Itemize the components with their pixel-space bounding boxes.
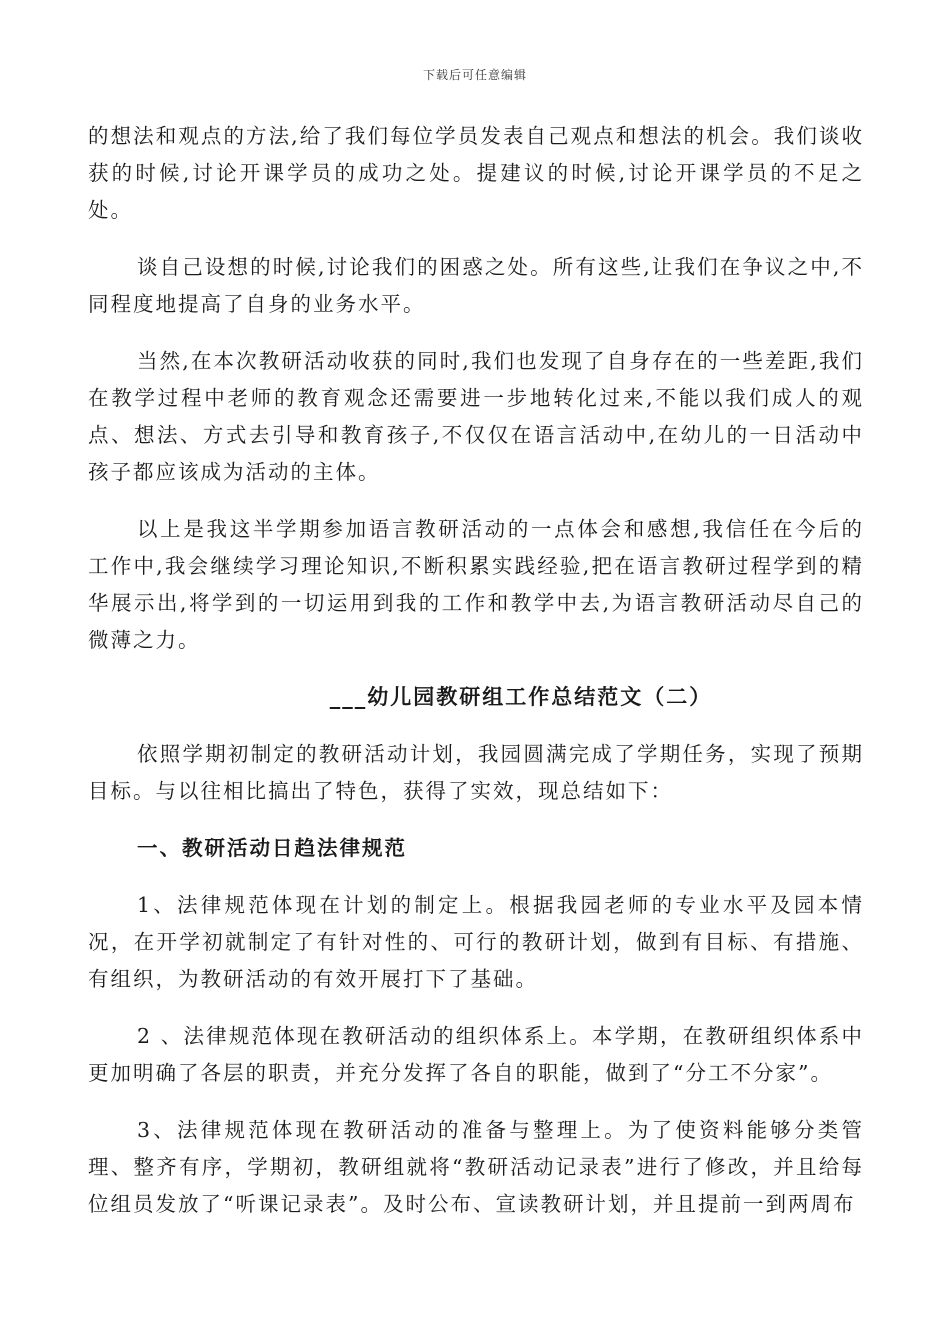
paragraph: 1、法律规范体现在计划的制定上。根据我园老师的专业水平及园本情况，在开学初就制定了有针对性的、可行的教研计划，做到有目标、有措施、有组织，为教研活动的有效开展打下了基础。 (88, 893, 864, 991)
paragraph-continuation: 的想法和观点的方法,给了我们每位学员发表自己观点和想法的机会。我们谈收获的时候,讨论开课学员的成功之处。提建议的时候,讨论开课学员的不足之处。 (88, 124, 864, 222)
document-title: ___幼儿园教研组工作总结范文（二） (329, 685, 713, 709)
paragraph: 2 、法律规范体现在教研活动的组织体系上。本学期，在教研组织体系中更加明确了各层的职责，并充分发挥了各自的职能，做到了“分工不分家”。 (88, 1024, 864, 1085)
paragraph: 以上是我这半学期参加语言教研活动的一点体会和感想,我信任在今后的工作中,我会继续学习理论知识,不断积累实践经验,把在语言教研过程学到的精华展示出,将学到的一切运用到我的工作和教学中去,为语言教研活动尽自己的微薄之力。 (88, 517, 864, 652)
paragraph: 依照学期初制定的教研活动计划，我园圆满完成了学期任务，实现了预期目标。与以往相比搞出了特色，获得了实效，现总结如下： (88, 742, 864, 803)
header-note: 下载后可任意编辑 (422, 68, 527, 82)
section-heading: 一、教研活动日趋法律规范 (137, 836, 407, 860)
paragraph: 当然,在本次教研活动收获的同时,我们也发现了自身存在的一些差距,我们在教学过程中老师的教育观念还需要进一步地转化过来,不能以我们成人的观点、想法、方式去引导和教育孩子,不仅仅在语言活动中,在幼儿的一日活动中孩子都应该成为活动的主体。 (88, 349, 864, 484)
paragraph: 谈自己设想的时候,讨论我们的困惑之处。所有这些,让我们在争议之中,不同程度地提高了自身的业务水平。 (88, 255, 864, 316)
document-body (88, 118, 864, 1243)
paragraph: 3、法律规范体现在教研活动的准备与整理上。为了使资料能够分类管理、整齐有序，学期初，教研组就将“教研活动记录表”进行了修改，并且给每位组员发放了“听课记录表”。及时公布、宣读教研计划，并且提前一到两周布 (88, 1118, 864, 1216)
